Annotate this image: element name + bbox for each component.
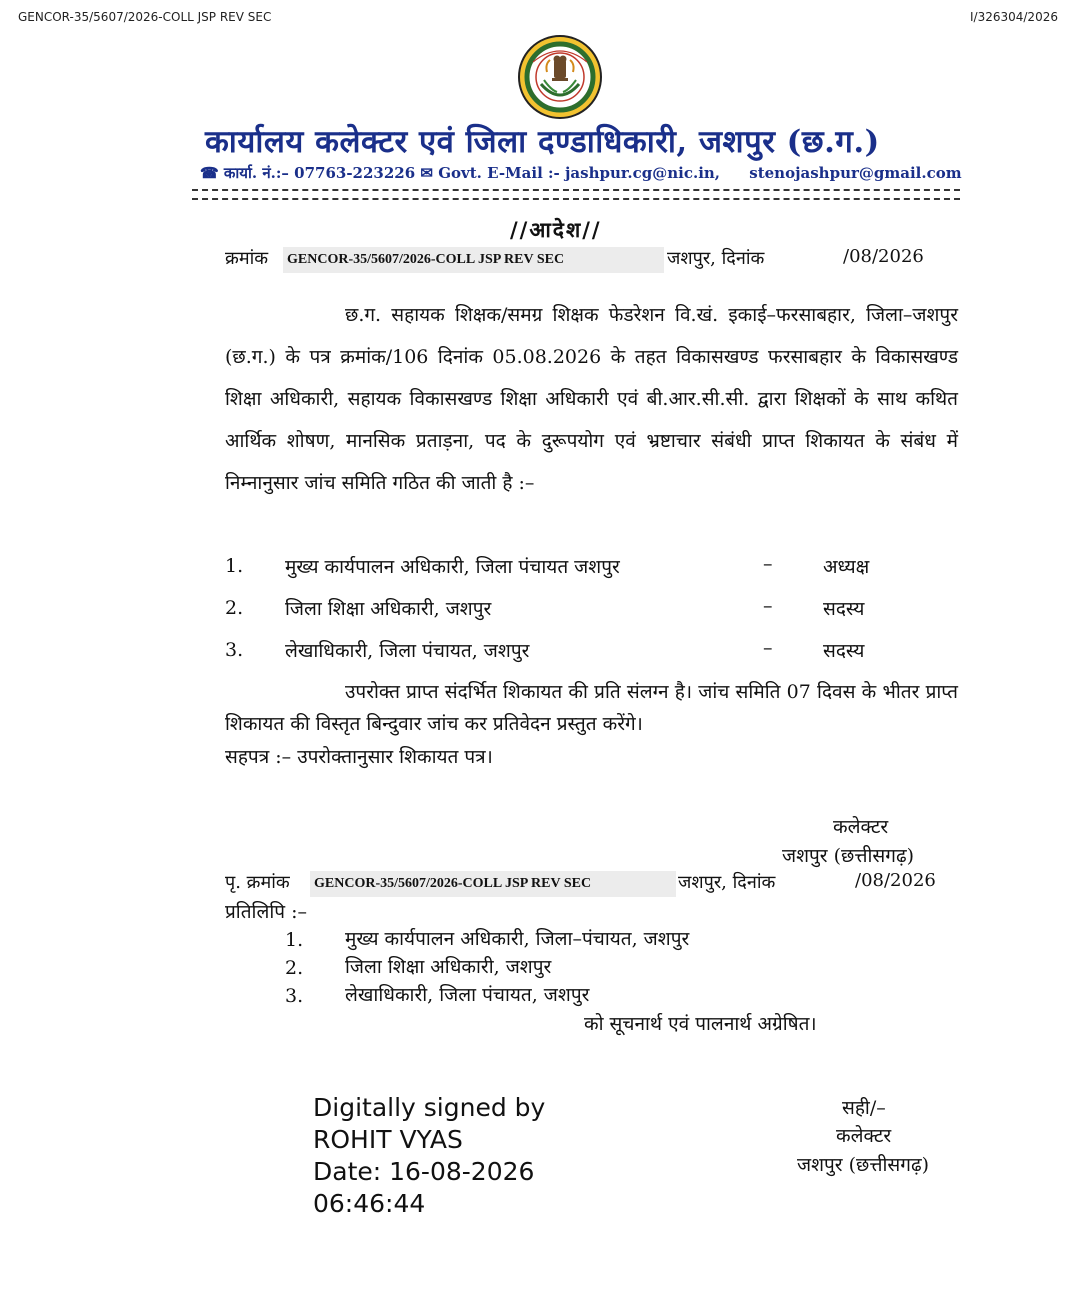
steno-email: stenojashpur@gmail.com <box>749 164 962 182</box>
endorsement-place-date-label: जशपुर, दिनांक <box>678 872 776 893</box>
letterhead-divider <box>192 189 960 200</box>
committee-role-1: अध्यक्ष <box>823 556 870 578</box>
forwarding-note: को सूचनार्थ एवं पालनार्थ अग्रेषित। <box>584 1013 817 1035</box>
committee-role-3: सदस्य <box>823 640 865 662</box>
endorsement-ref-number: GENCOR-35/5607/2026-COLL JSP REV SEC <box>310 871 676 897</box>
contact-line <box>200 163 962 183</box>
signed-mark: सही/– <box>842 1097 886 1119</box>
endorsement-ref-label: पृ. क्रमांक <box>225 872 290 893</box>
committee-dash-2: – <box>763 595 773 617</box>
committee-member-1: मुख्य कार्यपालन अधिकारी, जिला पंचायत जशपुर <box>285 556 620 578</box>
order-paragraph-1: छ.ग. सहायक शिक्षक/समग्र शिक्षक फेडरेशन वि.खं. इकाई–फरसाबहार, जिला–जशपुर (छ.ग.) के पत्र क्रमांक/106 दिनांक 05.08.2026 के तहत विकासखण्ड फरसाबहार के विकासखण्ड शिक्षा अधिकारी, सहायक विकासखण्ड शिक्षा अधिकारी एवं बी.आर.सी.सी. द्वारा शिक्षकों के साथ कथित आर्थिक शोषण, मानसिक प्रताड़ना, पद के दुरूपयोग एवं भ्रष्टाचार संबंधी प्राप्त शिकायत के संबंध में निम्नानुसार जांच समिति गठित की जाती है :– <box>225 304 958 494</box>
recipient-2: जिला शिक्षा अधिकारी, जशपुर <box>345 956 552 978</box>
order-ref-label: क्रमांक <box>225 248 269 269</box>
order-paragraph-2-text: उपरोक्त प्राप्त संदर्भित शिकायत की प्रति संलग्न है। जांच समिति 07 दिवस के भीतर प्राप्त शिकायत की विस्तृत बिन्दुवार जांच कर प्रतिवेदन प्रस्तुत करेंगे। <box>225 681 958 735</box>
enclosure-note: सहपत्र :– उपरोक्तानुसार शिकायत पत्र। <box>225 746 493 768</box>
committee-member-3: लेखाधिकारी, जिला पंचायत, जशपुर <box>285 640 530 662</box>
recipient-num-2: 2. <box>285 957 304 979</box>
committee-member-2: जिला शिक्षा अधिकारी, जशपुर <box>285 598 492 620</box>
phone-number: ☎ कार्या. नं.:– 07763-223226 <box>200 164 416 182</box>
digital-signature-name: ROHIT VYAS <box>313 1125 463 1154</box>
order-ref-number: GENCOR-35/5607/2026-COLL JSP REV SEC <box>283 247 664 273</box>
office-title: कार्यालय कलेक्टर एवं जिला दण्डाधिकारी, जशपुर (छ.ग.) <box>205 124 880 160</box>
copy-to-label: प्रतिलिपि :– <box>225 901 308 923</box>
committee-num-2: 2. <box>225 597 244 619</box>
order-place-date-label: जशपुर, दिनांक <box>667 248 765 269</box>
signatory2-place: जशपुर (छत्तीसगढ़) <box>797 1154 930 1176</box>
committee-num-1: 1. <box>225 555 244 577</box>
signatory-place: जशपुर (छत्तीसगढ़) <box>782 845 915 867</box>
digital-signature-date: Date: 16-08-2026 <box>313 1157 535 1186</box>
recipient-num-1: 1. <box>285 929 304 951</box>
govt-email: ✉ Govt. E-Mail :- jashpur.cg@nic.in, <box>420 164 721 182</box>
digital-signature-time: 06:46:44 <box>313 1189 426 1218</box>
top-right-reference: I/326304/2026 <box>970 10 1058 24</box>
chhattisgarh-govt-seal-icon <box>517 34 603 120</box>
digital-signature-block <box>313 1092 545 1220</box>
committee-dash-3: – <box>763 637 773 659</box>
signatory-designation: कलेक्टर <box>833 816 889 838</box>
order-paragraph-2 <box>225 676 958 740</box>
signatory2-designation: कलेक्टर <box>836 1125 892 1147</box>
order-date: /08/2026 <box>843 246 924 267</box>
order-heading: //आदेश// <box>510 217 602 242</box>
top-left-reference: GENCOR-35/5607/2026-COLL JSP REV SEC <box>18 10 272 24</box>
recipient-num-3: 3. <box>285 985 304 1007</box>
digital-signature-line-1: Digitally signed by <box>313 1093 546 1122</box>
endorsement-date: /08/2026 <box>855 870 936 891</box>
committee-num-3: 3. <box>225 639 244 661</box>
recipient-3: लेखाधिकारी, जिला पंचायत, जशपुर <box>345 984 590 1006</box>
recipient-1: मुख्य कार्यपालन अधिकारी, जिला–पंचायत, जशपुर <box>345 928 690 950</box>
committee-role-2: सदस्य <box>823 598 865 620</box>
committee-dash-1: – <box>763 553 773 575</box>
